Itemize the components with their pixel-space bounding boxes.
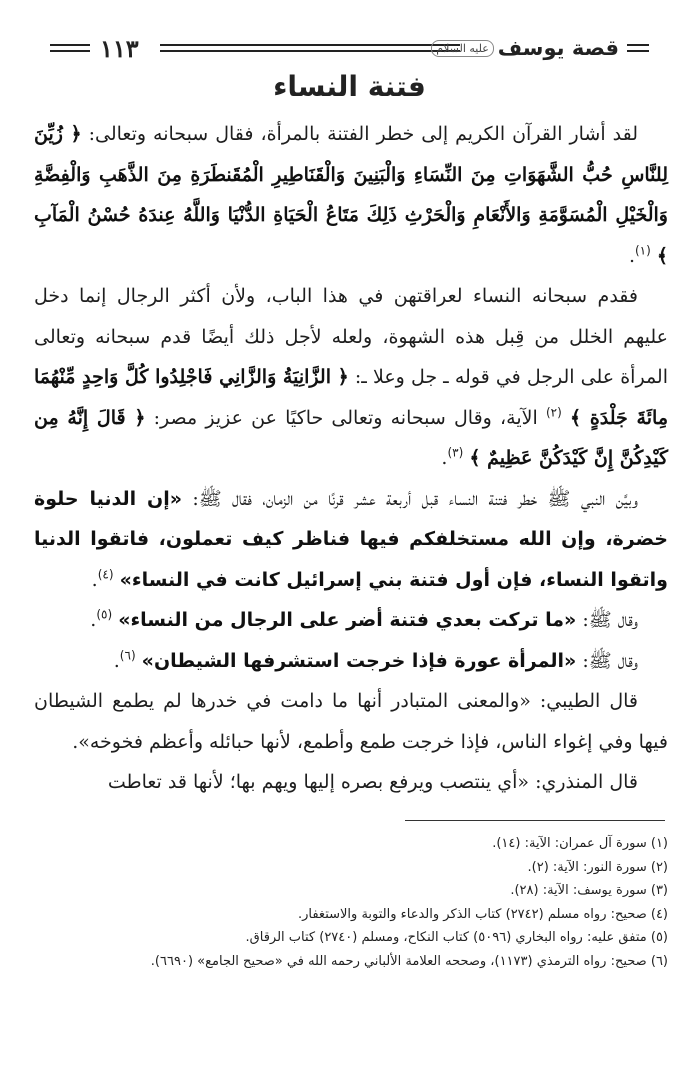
footnote-ref[interactable]: (٥): [96, 607, 113, 622]
paragraph-3: [34, 479, 668, 601]
punctuation: :: [192, 487, 199, 510]
page-number: ١١٣: [100, 34, 139, 63]
paragraph-text: فقدم سبحانه النساء لعراقتهن في هذا الباب، ولأن أكثر الرجال إنما دخل عليهم الخلل من قِبل هذه الشهوة، ولعله لأجل ذلك أيضًا قدم سبحانه وتعالى المرأة على الرجل في قوله ـ جل وعلا ـ:: [34, 285, 669, 388]
paragraph-2: [34, 276, 668, 479]
footnote-2: (٢) سورة النور: الآية: (٢).: [527, 859, 668, 875]
punctuation: .: [91, 568, 98, 591]
section-title: فتنة النساء: [273, 70, 426, 103]
header-rule-middle: [160, 44, 460, 46]
paragraph-text: قال الطيبي: «والمعنى المتبادر أنها ما دامت في خدرها لم يطمع الشيطان فيها وفي إغواء الناس، فإذا خرجت طمع وأطمع، لأنها حبائله وأعظم فخوخه».: [34, 690, 668, 753]
hadith-quote: «إن الدنيا حلوة خضرة، وإن الله مستخلفكم فيها فناظر كيف تعملون، فاتقوا الدنيا واتقوا النساء، فإن أول فتنة بني إسرائيل كانت في النساء»: [34, 487, 668, 591]
salutation-glyph: ﷺ: [588, 609, 612, 631]
footnote-4: (٤) صحيح: رواه مسلم (٢٧٤٢) كتاب الذكر والدعاء والتوبة والاستغفار.: [297, 906, 668, 922]
punctuation: .: [90, 609, 97, 631]
paragraph-text: وقال: [617, 609, 638, 631]
footnote-ref[interactable]: (٢): [545, 405, 562, 420]
paragraph-7: [34, 762, 668, 803]
footnote-1: (١) سورة آل عمران: الآية: (١٤).: [492, 836, 668, 851]
hadith-quote: «المرأة عورة فإذا خرجت استشرفها الشيطان»: [141, 649, 577, 672]
page-header: [50, 30, 649, 70]
footnote-6: (٦) صحيح: رواه الترمذي (١١٧٣)، وصححه العلامة الألباني رحمه الله في «صحيح الجامع» (٦٦٩٠).: [150, 953, 668, 969]
footnote-ref[interactable]: (٤): [97, 567, 114, 582]
footnote-5: (٥) متفق عليه: رواه البخاري (٥٠٩٦) كتاب النكاح، ومسلم (٢٧٤٠) كتاب الرقاق.: [245, 930, 668, 945]
header-rule-right: [627, 44, 649, 46]
paragraph-text: خطر فتنة النساء قبل أربعة عشر قرنًا من الزمان، فقال: [232, 487, 538, 510]
punctuation: :: [582, 609, 589, 631]
footnote-ref[interactable]: (٦): [119, 648, 136, 663]
salutation-glyph: ﷺ: [547, 487, 571, 510]
salutation-glyph: ﷺ: [198, 487, 222, 510]
footnote-ref[interactable]: (١): [634, 243, 651, 258]
footnotes: [34, 832, 668, 973]
running-title: [427, 36, 619, 60]
salutation-seal: عليه السلام: [431, 40, 494, 57]
running-title-text: قصة يوسف: [497, 36, 619, 60]
paragraph-5: [34, 641, 668, 682]
footnote-ref[interactable]: (٣): [447, 445, 464, 460]
footnote-3: (٣) سورة يوسف: الآية: (٢٨).: [510, 883, 668, 898]
quran-verse: ﴿ زُيِّنَ لِلنَّاسِ حُبُّ الشَّهَوَاتِ مِنَ النِّسَاءِ وَالْبَنِينَ وَالْقَنَاطِيرِ الْمُقَنطَرَةِ مِنَ الذَّهَبِ وَالْفِضَّةِ وَالْخَيْلِ الْمُسَوَّمَةِ وَالأَنْعَامِ وَالْحَرْثِ ذَلِكَ مَتَاعُ الْحَيَاةِ الدُّنْيَا وَاللَّهُ عِندَهُ حُسْنُ الْمَآبِ ﴾: [34, 123, 668, 267]
punctuation: :: [582, 649, 589, 672]
paragraph-6: [34, 681, 668, 762]
paragraph-text: لقد أشار القرآن الكريم إلى خطر الفتنة بالمرأة، فقال سبحانه وتعالى:: [88, 123, 638, 145]
paragraph-text: وبيَّن النبي: [580, 487, 639, 510]
quran-verse: ﴿ الزَّانِيَةُ وَالزَّانِي فَاجْلِدُوا كُلَّ وَاحِدٍ مِّنْهُمَا مِائَةَ جَلْدَةٍ ﴾: [34, 366, 668, 429]
paragraph-text: الآية، وقال سبحانه وتعالى حاكيًا عن عزيز مصر:: [153, 406, 538, 429]
header-rule-left: [50, 44, 90, 46]
paragraph-text: قال المنذري: «أي ينتصب ويرفع بصره إليها ويهم بها؛ لأنها قد تعاطت: [107, 771, 638, 793]
footnote-separator: [405, 820, 665, 821]
salutation-glyph: ﷺ: [588, 649, 612, 672]
punctuation: .: [441, 447, 448, 469]
hadith-quote: «ما تركت بعدي فتنة أضر على الرجال من النساء»: [118, 609, 577, 631]
punctuation: .: [628, 244, 635, 267]
paragraph-4: [34, 600, 668, 641]
paragraph-text: وقال: [617, 649, 638, 672]
punctuation: .: [113, 649, 120, 672]
quran-verse: ﴿ قَالَ إِنَّهُ مِن كَيْدِكُنَّ إِنَّ كَيْدَكُنَّ عَظِيمٌ ﴾: [34, 406, 668, 469]
paragraph-1: [34, 114, 668, 276]
main-text: [34, 114, 668, 803]
